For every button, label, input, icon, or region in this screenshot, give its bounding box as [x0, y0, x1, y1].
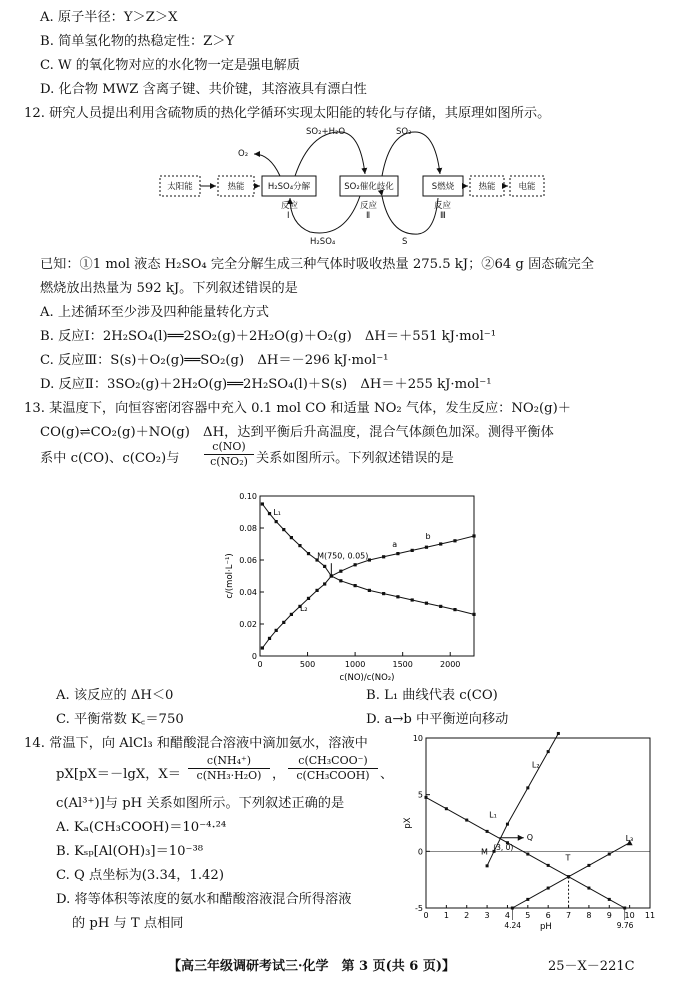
box-electric: 电能 — [518, 182, 536, 192]
box-so2-disproportion: SO₂催化歧化 — [344, 182, 394, 192]
chart2-series-2-label: L₂ — [531, 760, 540, 770]
chart2-series-3-point — [587, 864, 590, 867]
q14-option-d1: D. 将等体积等浓度的氨水和醋酸溶液混合所得溶液 — [56, 892, 352, 907]
box-heat-2: 热能 — [478, 182, 496, 192]
chart1-series-2-point — [275, 629, 278, 632]
q13-chart — [222, 488, 484, 684]
chart1-annotation-a: a — [392, 540, 398, 550]
chart2-xtick-label: 7 — [565, 911, 572, 920]
chart2-annotation-m: M — [480, 847, 488, 857]
q14-option-d2: 的 pH 与 T 点相同 — [72, 916, 184, 931]
chart1-series-1-point — [275, 520, 278, 523]
q13-line2: CO(g)⇌CO₂(g)＋NO(g) ΔH，达到平衡后升高温度，混合气体颜色加深。测得平衡体 — [40, 425, 554, 440]
chart1-annotation-b: b — [425, 532, 431, 542]
q12-option-c: C. 反应Ⅲ：S(s)＋O₂(g)══SO₂(g) ΔH＝－296 kJ·mol⁻¹ — [40, 353, 389, 368]
chart2-ytick-label: -5 — [415, 904, 423, 913]
chart1-series-1-point — [261, 502, 264, 505]
chart2-series-1-line — [426, 797, 625, 908]
chart2-xtick-label: 10 — [624, 911, 635, 920]
chart2-series-1-point — [547, 864, 550, 867]
q12-option-d: D. 反应Ⅱ：3SO₂(g)＋2H₂O(g)══2H₂SO₄(l)＋S(s) ΔH＝＋255 kJ·mol⁻¹ — [40, 377, 492, 392]
q13-line3a: 系中 c(CO)、c(CO₂)与 — [40, 451, 180, 466]
q12-known-line2: 燃烧放出热量为 592 kJ。下列叙述错误的是 — [40, 281, 298, 296]
q13-option-d: D. a→b 中平衡逆向移动 — [366, 712, 509, 727]
chart2-series-2-point — [557, 732, 560, 735]
chart1-series-1-point — [268, 512, 271, 515]
chart1-series-1-label: L₁ — [273, 508, 281, 518]
q12-option-a: A. 上述循环至少涉及四种能量转化方式 — [40, 305, 269, 320]
chart2-ytick-label: 10 — [412, 734, 423, 743]
q14-frac1-num: c(NH₄⁺) — [206, 754, 252, 767]
label-reaction-3: 反应 — [434, 201, 452, 211]
chart2-xtick-label: 6 — [545, 911, 551, 920]
label-so2: SO₂ — [396, 127, 412, 137]
label-h2so4: H₂SO₄ — [310, 237, 336, 246]
chart1-series-2-point — [282, 621, 285, 624]
chart2-annotation-m-coords: (3, 0) — [493, 843, 514, 853]
chart2-series-1-point — [526, 853, 529, 856]
chart1-series-2-point — [307, 597, 310, 600]
chart2-series-1-point — [425, 796, 428, 799]
chart1-ytick-label: 0.10 — [239, 492, 257, 501]
chart2-series-3-line — [512, 843, 629, 908]
chart2-series-3-label: L₃ — [625, 834, 634, 844]
q11-option-b: B. 简单氢化物的热稳定性：Z＞Y — [40, 34, 235, 49]
chart1-ytick-label: 0 — [251, 652, 257, 661]
box-heat-1: 热能 — [227, 182, 245, 192]
box-s-combustion: S燃烧 — [431, 182, 455, 192]
label-reaction-1: 反应 — [281, 201, 299, 211]
q13-option-b: B. L₁ 曲线代表 c(CO) — [366, 688, 498, 703]
q13-frac-num: c(NO) — [212, 440, 246, 453]
q13-line1: 13. 某温度下，向恒容密闭容器中充入 0.1 mol CO 和适量 NO₂ 气体，发生反应：NO₂(g)＋ — [24, 401, 571, 416]
chart2-ytick-label: 0 — [417, 847, 423, 857]
q13-option-a: A. 该反应的 ΔH＜0 — [56, 688, 174, 703]
chart2-xtick-label: 8 — [586, 911, 592, 920]
chart1-series-1-point — [282, 528, 285, 531]
chart1-ytick-label: 0.02 — [239, 620, 257, 629]
chart2-series-1-point — [445, 807, 448, 810]
chart1-series-2-point — [268, 637, 271, 640]
chart1-series-1-point — [472, 613, 475, 616]
chart2-series-2-point — [506, 823, 509, 826]
chart2-series-2-point — [486, 864, 489, 867]
chart1-ytick-label: 0.08 — [239, 524, 257, 533]
chart2-series-1-point — [486, 830, 489, 833]
box-h2so4-decomp: H₂SO₄分解 — [267, 182, 311, 192]
q12-cycle-diagram — [150, 124, 550, 246]
footer-code: 25－X－221C — [548, 959, 635, 974]
chart1-series-2-point — [323, 582, 326, 585]
chart1-xlabel: c(NO)/c(NO₂) — [339, 673, 395, 683]
chart2-xtick-label: 4 — [504, 911, 511, 920]
chart1-series-1-point — [382, 592, 385, 595]
chart2-annotation-976: 9.76 — [616, 921, 634, 930]
chart2-series-3-point — [547, 887, 550, 890]
label-o2: O₂ — [238, 149, 249, 159]
chart1-series-1-point — [307, 552, 310, 555]
chart2-xtick-label: 1 — [443, 911, 449, 920]
chart1-series-2-point — [354, 563, 357, 566]
chart1-series-1-point — [425, 602, 428, 605]
chart2-series-1-point — [587, 887, 590, 890]
chart2-annotation-t: T — [565, 853, 571, 863]
chart2-xtick-label: 2 — [464, 911, 470, 920]
chart1-ytick-label: 0.04 — [239, 588, 257, 597]
chart1-xtick-label: 1500 — [392, 660, 413, 669]
q14-option-c: C. Q 点坐标为(3.34，1.42) — [56, 868, 224, 883]
label-reaction-2-num: Ⅱ — [366, 211, 371, 221]
q12-option-b: B. 反应Ⅰ：2H₂SO₄(l)══2SO₂(g)＋2H₂O(g)＋O₂(g) ΔH＝＋551 kJ·mol⁻¹ — [40, 329, 497, 344]
chart2-series-3-point — [526, 898, 529, 901]
q11-option-d: D. 化合物 MWZ 含离子键、共价键，其溶液具有漂白性 — [40, 82, 367, 97]
chart2-ylabel: pX — [403, 817, 413, 829]
q11-option-c: C. W 的氧化物对应的水化物一定是强电解质 — [40, 58, 300, 73]
label-reaction-3-num: Ⅲ — [440, 211, 446, 221]
label-reaction-2: 反应 — [360, 201, 378, 211]
chart1-annotation-m: M(750, 0.05) — [317, 551, 369, 561]
chart2-annotation-424: 4.24 — [504, 921, 522, 930]
chart1-series-1-point — [411, 598, 414, 601]
chart1-series-2-point — [396, 552, 399, 555]
chart1-series-1-point — [396, 595, 399, 598]
chart2-series-2-point — [547, 750, 550, 753]
label-reaction-1-num: Ⅰ — [287, 211, 290, 221]
q13-line3b: 关系如图所示。下列叙述错误的是 — [256, 451, 454, 466]
chart1-xtick-label: 1000 — [344, 660, 366, 669]
q12-stem: 12. 研究人员提出利用含硫物质的热化学循环实现太阳能的转化与存储，其原理如图所示。 — [24, 106, 551, 121]
chart1-series-2-point — [472, 534, 475, 537]
q14-option-b: B. Kₛₚ[Al(OH)₃]＝10⁻³⁸ — [56, 844, 204, 859]
chart1-series-1-point — [439, 605, 442, 608]
chart1-series-2-point — [453, 539, 456, 542]
chart2-series-2-point — [526, 786, 529, 789]
q13-option-c: C. 平衡常数 K꜀＝750 — [56, 712, 184, 727]
chart2-xtick-label: 5 — [525, 911, 531, 920]
chart2-xtick-label: 9 — [606, 911, 612, 920]
chart1-ytick-label: 0.06 — [239, 556, 257, 565]
chart1-series-2-label: L₂ — [299, 604, 308, 614]
chart1-series-1-point — [368, 589, 371, 592]
q11-option-a: A. 原子半径：Y＞Z＞X — [40, 10, 178, 25]
chart1-series-1-point — [354, 584, 357, 587]
q14-chart — [402, 730, 660, 940]
chart1-series-2-point — [411, 549, 414, 552]
chart2-series-1-label: L₁ — [489, 810, 497, 820]
chart2-annotation-q: Q — [526, 833, 534, 842]
chart2-series-1-point — [465, 819, 468, 822]
chart1-xtick-label: 500 — [299, 660, 316, 669]
chart2-series-3-point — [608, 853, 611, 856]
box-solar: 太阳能 — [167, 182, 193, 192]
chart1-xtick-label: 0 — [257, 660, 263, 669]
label-so2-h2o: SO₂+H₂O — [306, 127, 346, 137]
chart2-xtick-label: 11 — [644, 911, 656, 920]
q14-option-a: A. Kₐ(CH₃COOH)＝10⁻⁴·²⁴ — [56, 820, 227, 835]
chart1-series-1-point — [290, 536, 293, 539]
chart2-series-1-point — [608, 898, 611, 901]
q13-frac-den: c(NO₂) — [210, 455, 248, 468]
chart1-series-2-point — [425, 546, 428, 549]
chart2-xtick-label: 3 — [484, 911, 490, 920]
chart1-series-2-point — [290, 613, 293, 616]
q14-comma1: ， — [272, 767, 286, 782]
chart1-xtick-label: 2000 — [440, 660, 461, 669]
label-s: S — [402, 237, 408, 246]
chart1-series-1-point — [339, 579, 342, 582]
chart1-ylabel: c/(mol·L⁻¹) — [225, 553, 235, 599]
chart1-series-2-point — [339, 570, 342, 573]
chart2-ytick-label: 5 — [417, 790, 423, 800]
chart1-series-1-point — [323, 565, 326, 568]
q14-frac2-num: c(CH₃COO⁻) — [298, 754, 368, 767]
chart1-series-1-point — [298, 544, 301, 547]
q14-frac1-den: c(NH₃·H₂O) — [196, 769, 262, 782]
q14-line2a: pX[pX＝－lgX，X＝ — [56, 767, 181, 782]
q14-line1: 14. 常温下，向 AlCl₃ 和醋酸混合溶液中滴加氨水，溶液中 — [24, 736, 368, 751]
chart1-frame — [260, 496, 474, 656]
q14-frac2-den: c(CH₃COOH) — [296, 769, 370, 782]
q14-comma2: 、 — [380, 767, 394, 782]
q12-known-line1: 已知：①1 mol 液态 H₂SO₄ 完全分解生成三种气体时吸收热量 275.5 kJ；②64 g 固态硫完全 — [40, 257, 595, 272]
q14-line3: c(Al³⁺)]与 pH 关系如图所示。下列叙述正确的是 — [56, 796, 345, 811]
chart2-xlabel: pH — [540, 922, 552, 932]
chart1-series-2-point — [382, 555, 385, 558]
chart2-xtick-label: 0 — [423, 911, 429, 920]
footer-title: 【高三年级调研考试三·化学 第 3 页(共 6 页)】 — [168, 959, 456, 974]
chart1-series-1-point — [453, 608, 456, 611]
chart1-series-2-point — [439, 542, 442, 545]
chart1-series-2-point — [261, 646, 264, 649]
chart1-series-2-point — [315, 589, 318, 592]
